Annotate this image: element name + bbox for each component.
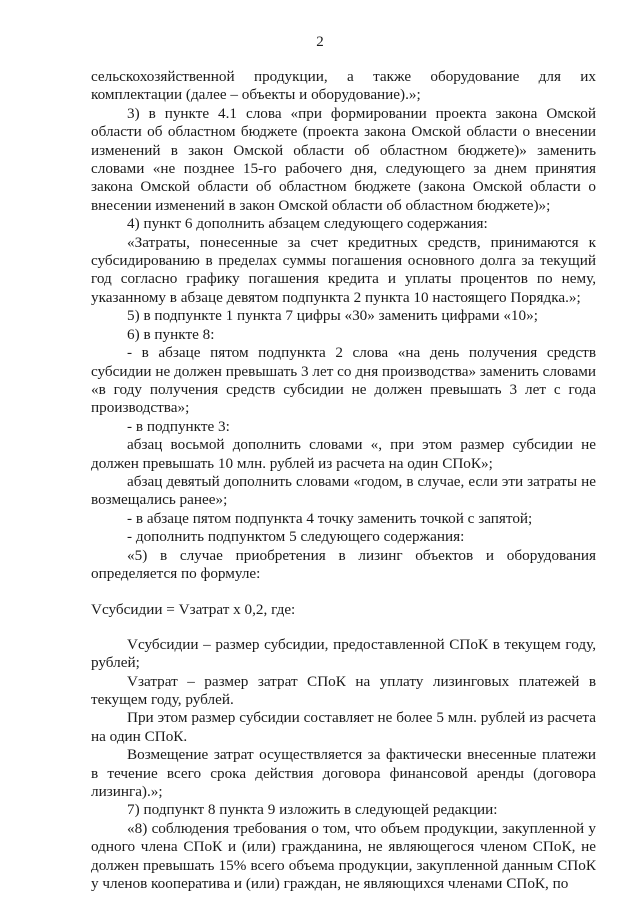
paragraph: абзац девятый дополнить словами «годом, в случае, если эти затраты не возмещались ранее»; (91, 472, 596, 509)
paragraph: «Затраты, понесенные за счет кредитных средств, принимаются к субсидированию в пределах суммы погашения основного долга за текущий год согласно графику погашения кредита и уплаты процентов по нему, указанному в абзаце девятом подпункта 2 пункта 10 настоящего Порядка.»; (91, 233, 596, 306)
paragraph: сельскохозяйственной продукции, а также оборудование для их комплектации (далее – объекты и оборудование).»; (91, 68, 596, 104)
paragraph: - в абзаце пятом подпункта 4 точку заменить точкой с запятой; (127, 509, 533, 527)
paragraph: 3) в пункте 4.1 слова «при формировании проекта закона Омской области об областном бюджете (проекта закона Омской области о внесении изменений в закон Омской области об областном бюджете)» заменить словами «не позднее 15-го рабочего дня, следующего за днем принятия закона Омской области об областном бюджете (закона Омской области о внесении изменений в закон Омской области об областном бюджете)»; (91, 104, 596, 214)
paragraph: Возмещение затрат осуществляется за фактически внесенные платежи в течение всего срока действия договора финансовой аренды (договора лизинга).»; (91, 746, 596, 801)
paragraph: Vсубсидии – размер субсидии, предоставленной СПоК в текущем году, рублей; (91, 635, 596, 672)
paragraph: 5) в подпункте 1 пункта 7 цифры «30» заменить цифрами «10»; (127, 307, 538, 325)
paragraph: - в подпункте 3: (127, 417, 230, 435)
paragraph: Vзатрат – размер затрат СПоК на уплату лизинговых платежей в текущем году, рублей. (91, 672, 596, 708)
formula: Vсубсидии = Vзатрат х 0,2, где: (91, 601, 296, 619)
paragraph: 6) в пункте 8: (127, 325, 215, 343)
paragraph: «5) в случае приобретения в лизинг объектов и оборудования определяется по формуле: (91, 546, 596, 582)
paragraph: «8) соблюдения требования о том, что объем продукции, закупленной у одного члена СПоК и (или) гражданина, не являющегося членом СПоК, не должен превышать 15% всего объема продукции, закупленной данным СПоК у членов кооператива и (или) граждан, не являющихся членами СПоК, по (91, 819, 596, 893)
paragraph: - дополнить подпунктом 5 следующего содержания: (127, 528, 465, 546)
paragraph: При этом размер субсидии составляет не более 5 млн. рублей из расчета на один СПоК. (91, 709, 596, 745)
page-number: 2 (316, 34, 324, 50)
paragraph: абзац восьмой дополнить словами «, при этом размер субсидии не должен превышать 10 млн. рублей из расчета на один СПоК»; (91, 436, 596, 472)
paragraph: 7) подпункт 8 пункта 9 изложить в следующей редакции: (127, 801, 498, 819)
document-body (91, 68, 596, 893)
paragraph: 4) пункт 6 дополнить абзацем следующего содержания: (127, 215, 488, 233)
paragraph: - в абзаце пятом подпункта 2 слова «на день получения средств субсидии не должен превышать 3 лет со дня производства» заменить словами «в году получения средств субсидии не должен превышать 3 лет с года производства»; (91, 344, 596, 417)
